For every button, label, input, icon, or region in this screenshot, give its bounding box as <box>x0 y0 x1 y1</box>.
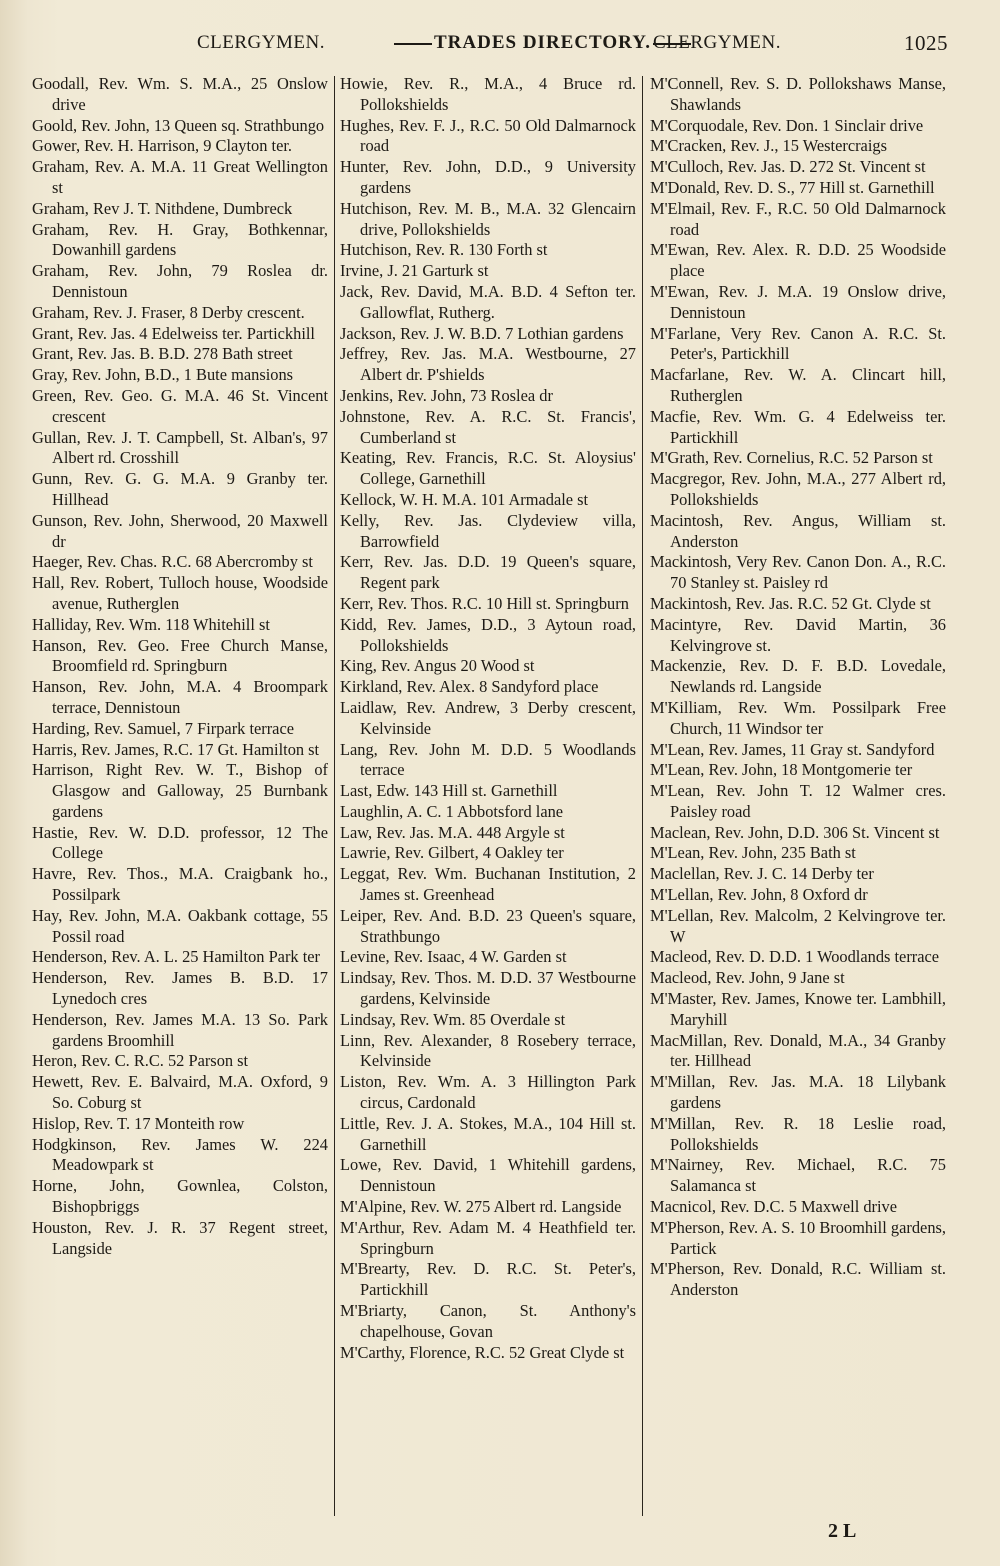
directory-entry: Green, Rev. Geo. G. M.A. 46 St. Vincent crescent <box>32 385 328 426</box>
directory-entry: Maclean, Rev. John, D.D. 306 St. Vincent st <box>650 822 940 842</box>
directory-entry: Gower, Rev. H. Harrison, 9 Clayton ter. <box>32 136 293 156</box>
directory-entry: Graham, Rev. H. Gray, Bothkennar, Dowanhill gardens <box>32 219 328 260</box>
directory-entry: M'Lellan, Rev. Malcolm, 2 Kelvingrove ter. W <box>650 905 946 946</box>
directory-entry: Kerr, Rev. Jas. D.D. 19 Queen's square, Regent park <box>340 552 636 593</box>
directory-entry: Macfarlane, Rev. W. A. Clincart hill, Rutherglen <box>650 365 946 405</box>
directory-entry: Grant, Rev. Jas. B. B.D. 278 Bath street <box>32 344 293 364</box>
directory-entry: M'Lean, Rev. John T. 12 Walmer cres. Paisley road <box>650 781 946 821</box>
directory-entry: Graham, Rev. J. Fraser, 8 Derby crescent. <box>32 302 305 322</box>
directory-entry: Harris, Rev. James, R.C. 17 Gt. Hamilton st <box>32 739 320 759</box>
directory-entry: Goodall, Rev. Wm. S. M.A., 25 Onslow drive <box>32 74 328 114</box>
directory-entry: Gunn, Rev. G. G. M.A. 9 Granby ter. Hillhead <box>32 469 328 509</box>
directory-entry: Macintyre, Rev. David Martin, 36 Kelvingrove st. <box>650 614 946 655</box>
directory-entry: M'Killiam, Rev. Wm. Possilpark Free Church, 11 Windsor ter <box>650 697 946 738</box>
directory-entry: M'Farlane, Very Rev. Canon A. R.C. St. Peter's, Partickhill <box>650 323 946 364</box>
directory-entry: Harding, Rev. Samuel, 7 Firpark terrace <box>32 718 295 738</box>
directory-entry: Little, Rev. J. A. Stokes, M.A., 104 Hill st. Garnethill <box>340 1113 636 1154</box>
directory-entry: Heron, Rev. C. R.C. 52 Parson st <box>32 1051 249 1071</box>
directory-entry: Grant, Rev. Jas. 4 Edelweiss ter. Partickhill <box>32 323 315 343</box>
directory-entry: M'Grath, Rev. Cornelius, R.C. 52 Parson st <box>650 448 933 468</box>
directory-entry: Henderson, Rev. James B. B.D. 17 Lynedoch cres <box>32 968 328 1009</box>
directory-column-2 <box>340 74 636 1363</box>
directory-entry: Hastie, Rev. W. D.D. professor, 12 The College <box>32 822 328 863</box>
directory-entry: Lindsay, Rev. Wm. 85 Overdale st <box>340 1009 566 1029</box>
directory-entry: Irvine, J. 21 Garturk st <box>340 261 489 281</box>
directory-entry: Havre, Rev. Thos., M.A. Craigbank ho., Possilpark <box>32 864 328 905</box>
directory-entry: M'Millan, Rev. R. 18 Leslie road, Pollokshields <box>650 1113 946 1154</box>
directory-entry: Henderson, Rev. A. L. 25 Hamilton Park ter <box>32 947 320 967</box>
directory-entry: M'Lean, Rev. John, 235 Bath st <box>650 843 856 863</box>
directory-entry: Leiper, Rev. And. B.D. 23 Queen's square, Strathbungo <box>340 905 636 946</box>
header-left: CLERGYMEN. <box>197 32 325 53</box>
directory-entry: Leggat, Rev. Wm. Buchanan Institution, 2 James st. Greenhead <box>340 864 636 905</box>
directory-entry: Mackintosh, Very Rev. Canon Don. A., R.C. 70 Stanley st. Paisley rd <box>650 552 946 593</box>
directory-entry: Macnicol, Rev. D.C. 5 Maxwell drive <box>650 1197 898 1217</box>
directory-entry: M'Connell, Rev. S. D. Pollokshaws Manse, Shawlands <box>650 74 946 114</box>
directory-entry: Horne, John, Gownlea, Colston, Bishopbriggs <box>32 1176 328 1217</box>
directory-entry: Hutchison, Rev. M. B., M.A. 32 Glencairn drive, Pollokshields <box>340 198 636 239</box>
signature-mark: 2 L <box>828 1520 857 1542</box>
directory-entry: Macintosh, Rev. Angus, William st. Anderston <box>650 510 946 551</box>
directory-entry: M'Cracken, Rev. J., 15 Westercraigs <box>650 136 887 156</box>
directory-entry: M'Millan, Rev. Jas. M.A. 18 Lilybank gardens <box>650 1072 946 1113</box>
directory-entry: Hay, Rev. John, M.A. Oakbank cottage, 55 Possil road <box>32 905 328 946</box>
directory-entry: Gullan, Rev. J. T. Campbell, St. Alban's, 97 Albert rd. Crosshill <box>32 427 328 468</box>
directory-entry: Lawrie, Rev. Gilbert, 4 Oakley ter <box>340 843 564 863</box>
directory-entry: Gunson, Rev. John, Sherwood, 20 Maxwell dr <box>32 510 328 551</box>
directory-entry: MacMillan, Rev. Donald, M.A., 34 Granby ter. Hillhead <box>650 1030 946 1071</box>
directory-entry: Graham, Rev J. T. Nithdene, Dumbreck <box>32 198 293 218</box>
directory-entry: Last, Edw. 143 Hill st. Garnethill <box>340 781 558 801</box>
directory-entry: Kerr, Rev. Thos. R.C. 10 Hill st. Springburn <box>340 593 629 613</box>
directory-entry: Houston, Rev. J. R. 37 Regent street, Langside <box>32 1217 328 1258</box>
directory-entry: M'Pherson, Rev. A. S. 10 Broomhill gardens, Partick <box>650 1217 946 1258</box>
directory-entry: Hutchison, Rev. R. 130 Forth st <box>340 240 548 260</box>
directory-entry: M'Donald, Rev. D. S., 77 Hill st. Garnethill <box>650 177 935 197</box>
directory-entry: Laidlaw, Rev. Andrew, 3 Derby crescent, Kelvinside <box>340 697 636 738</box>
directory-entry: Jack, Rev. David, M.A. B.D. 4 Sefton ter. Gallowflat, Rutherg. <box>340 281 636 322</box>
directory-entry: Macleod, Rev. John, 9 Jane st <box>650 968 845 988</box>
directory-entry: M'Carthy, Florence, R.C. 52 Great Clyde st <box>340 1342 625 1362</box>
directory-entry: Graham, Rev. A. M.A. 11 Great Wellington st <box>32 157 328 197</box>
directory-entry: M'Ewan, Rev. Alex. R. D.D. 25 Woodside place <box>650 240 946 281</box>
directory-entry: Kelly, Rev. Jas. Clydeview villa, Barrowfield <box>340 510 636 551</box>
directory-entry: M'Culloch, Rev. Jas. D. 272 St. Vincent st <box>650 157 926 177</box>
directory-entry: Lang, Rev. John M. D.D. 5 Woodlands terrace <box>340 739 636 780</box>
directory-entry: Jeffrey, Rev. Jas. M.A. Westbourne, 27 Albert dr. P'shields <box>340 344 636 385</box>
directory-entry: Keating, Rev. Francis, R.C. St. Aloysius' College, Garnethill <box>340 448 636 489</box>
header-center <box>392 32 693 54</box>
directory-entry: M'Ewan, Rev. J. M.A. 19 Onslow drive, Dennistoun <box>650 281 946 322</box>
column-rule-2 <box>642 76 643 1516</box>
directory-entry: Maclellan, Rev. J. C. 14 Derby ter <box>650 864 874 884</box>
directory-entry: Hunter, Rev. John, D.D., 9 University gardens <box>340 157 636 197</box>
directory-entry: Linn, Rev. Alexander, 8 Rosebery terrace, Kelvinside <box>340 1030 636 1071</box>
directory-entry: Jackson, Rev. J. W. B.D. 7 Lothian gardens <box>340 323 624 343</box>
directory-entry: Levine, Rev. Isaac, 4 W. Garden st <box>340 947 567 967</box>
directory-entry: M'Brearty, Rev. D. R.C. St. Peter's, Partickhill <box>340 1259 636 1300</box>
directory-entry: Macgregor, Rev. John, M.A., 277 Albert rd, Pollokshields <box>650 469 946 509</box>
directory-entry: Hanson, Rev. Geo. Free Church Manse, Broomfield rd. Springburn <box>32 635 328 676</box>
directory-entry: Hall, Rev. Robert, Tulloch house, Woodside avenue, Rutherglen <box>32 573 328 613</box>
directory-entry: Hughes, Rev. F. J., R.C. 50 Old Dalmarnock road <box>340 115 636 156</box>
directory-entry: Hodgkinson, Rev. James W. 224 Meadowpark st <box>32 1134 328 1175</box>
directory-entry: M'Nairney, Rev. Michael, R.C. 75 Salamanca st <box>650 1155 946 1196</box>
directory-entry: Hislop, Rev. T. 17 Monteith row <box>32 1113 245 1133</box>
directory-entry: Goold, Rev. John, 13 Queen sq. Strathbungo <box>32 115 325 135</box>
directory-entry: M'Lean, Rev. John, 18 Montgomerie ter <box>650 760 913 780</box>
directory-entry: M'Arthur, Rev. Adam M. 4 Heathfield ter. Springburn <box>340 1217 636 1258</box>
directory-entry: M'Pherson, Rev. Donald, R.C. William st. Anderston <box>650 1259 946 1300</box>
directory-entry: Graham, Rev. John, 79 Roslea dr. Dennistoun <box>32 261 328 301</box>
directory-entry: M'Elmail, Rev. F., R.C. 50 Old Dalmarnock road <box>650 198 946 239</box>
directory-entry: Lowe, Rev. David, 1 Whitehill gardens, Dennistoun <box>340 1155 636 1196</box>
directory-entry: Law, Rev. Jas. M.A. 448 Argyle st <box>340 822 565 842</box>
directory-entry: Laughlin, A. C. 1 Abbotsford lane <box>340 801 564 821</box>
running-header <box>30 32 948 60</box>
directory-entry: Howie, Rev. R., M.A., 4 Bruce rd. Pollokshields <box>340 74 636 114</box>
directory-entry: Mackintosh, Rev. Jas. R.C. 52 Gt. Clyde st <box>650 593 931 613</box>
directory-entry: Mackenzie, Rev. D. F. B.D. Lovedale, Newlands rd. Langside <box>650 656 946 697</box>
column-rule-1 <box>334 76 335 1516</box>
directory-entry: Hanson, Rev. John, M.A. 4 Broompark terrace, Dennistoun <box>32 677 328 717</box>
directory-entry: Macfie, Rev. Wm. G. 4 Edelweiss ter. Partickhill <box>650 406 946 447</box>
header-dash-left <box>394 43 432 45</box>
directory-entry: Kidd, Rev. James, D.D., 3 Aytoun road, Pollokshields <box>340 614 636 655</box>
header-title: TRADES DIRECTORY. <box>434 32 651 53</box>
directory-entry: Lindsay, Rev. Thos. M. D.D. 37 Westbourne gardens, Kelvinside <box>340 968 636 1009</box>
directory-entry: M'Corquodale, Rev. Don. 1 Sinclair drive <box>650 115 924 135</box>
directory-entry: Haeger, Rev. Chas. R.C. 68 Abercromby st <box>32 552 313 572</box>
directory-entry: Kirkland, Rev. Alex. 8 Sandyford place <box>340 677 599 697</box>
header-right: CLERGYMEN. <box>653 32 781 53</box>
directory-column-1 <box>32 74 328 1259</box>
directory-entry: Kellock, W. H. M.A. 101 Armadale st <box>340 489 589 509</box>
directory-entry: Gray, Rev. John, B.D., 1 Bute mansions <box>32 365 294 385</box>
directory-entry: King, Rev. Angus 20 Wood st <box>340 656 535 676</box>
directory-entry: M'Lean, Rev. James, 11 Gray st. Sandyford <box>650 739 935 759</box>
directory-entry: Harrison, Right Rev. W. T., Bishop of Glasgow and Galloway, 25 Burnbank gardens <box>32 760 328 821</box>
directory-entry: Liston, Rev. Wm. A. 3 Hillington Park circus, Cardonald <box>340 1072 636 1113</box>
directory-entry: M'Briarty, Canon, St. Anthony's chapelhouse, Govan <box>340 1301 636 1341</box>
directory-entry: M'Alpine, Rev. W. 275 Albert rd. Langside <box>340 1197 622 1217</box>
directory-entry: Henderson, Rev. James M.A. 13 So. Park gardens Broomhill <box>32 1009 328 1050</box>
directory-entry: Halliday, Rev. Wm. 118 Whitehill st <box>32 614 270 634</box>
directory-entry: Hewett, Rev. E. Balvaird, M.A. Oxford, 9 So. Coburg st <box>32 1072 328 1113</box>
directory-entry: Johnstone, Rev. A. R.C. St. Francis', Cumberland st <box>340 406 636 447</box>
directory-entry: Macleod, Rev. D. D.D. 1 Woodlands terrace <box>650 947 940 967</box>
page-number: 1025 <box>904 31 948 55</box>
directory-column-3 <box>650 74 946 1301</box>
directory-entry: Jenkins, Rev. John, 73 Roslea dr <box>340 385 553 405</box>
directory-entry: M'Lellan, Rev. John, 8 Oxford dr <box>650 885 868 905</box>
directory-entry: M'Master, Rev. James, Knowe ter. Lambhill, Maryhill <box>650 989 946 1029</box>
